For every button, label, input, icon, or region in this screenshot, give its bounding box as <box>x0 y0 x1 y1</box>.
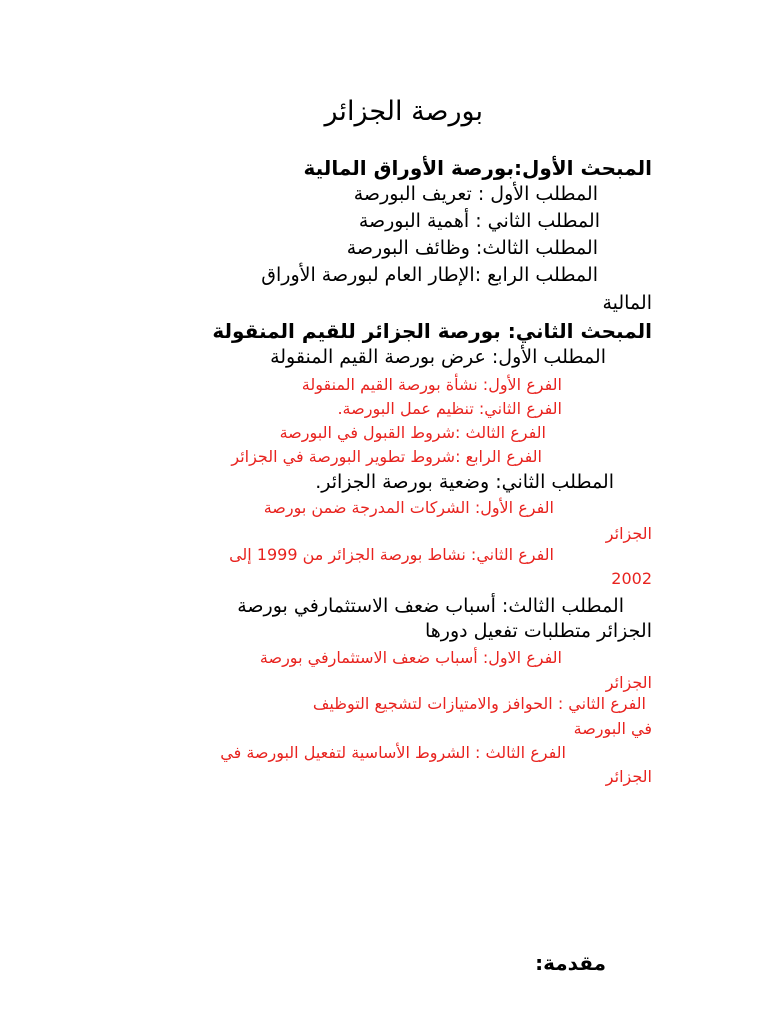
req1-branch-2: الفرع الثاني: تنظيم عمل البورصة. <box>337 399 562 418</box>
section1-item-1: المطلب الأول : تعريف البورصة <box>353 183 598 205</box>
req3-branch-3: الفرع الثالث : الشروط الأساسية لتفعيل البورصة في <box>220 743 566 762</box>
req1-branch-4: الفرع الرابع :شروط تطوير البورصة في الجزائر <box>231 447 542 466</box>
req1-branch-1: الفرع الأول: نشأة بورصة القيم المنقولة <box>301 375 562 394</box>
req3-branch-2: الفرع الثاني : الحوافز والامتيازات لتشجيع التوظيف <box>312 694 646 713</box>
req1-branch-3: الفرع الثالث :شروط القبول في البورصة <box>279 423 546 442</box>
section1-item-2: المطلب الثاني : أهمية البورصة <box>358 210 600 232</box>
section1-heading: المبحث الأول:بورصة الأوراق المالية <box>303 156 652 180</box>
req3-branch-1: الفرع الاول: أسباب ضعف الاستثمارفي بورصة <box>259 648 562 667</box>
req2-branch-1-cont: الجزائر <box>605 524 652 543</box>
req2-branch-2: الفرع الثاني: نشاط بورصة الجزائر من 1999 إلى <box>229 545 554 564</box>
req3-branch-1-cont: الجزائر <box>605 673 652 692</box>
section1-item-4: المطلب الرابع :الإطار العام لبورصة الأوراق <box>261 264 598 286</box>
document-title: بورصة الجزائر <box>324 96 483 127</box>
intro-heading: مقدمة: <box>535 951 606 975</box>
req2-title: المطلب الثاني: وضعية بورصة الجزائر. <box>315 471 614 493</box>
req2-branch-1: الفرع الأول: الشركات المدرجة ضمن بورصة <box>263 498 554 517</box>
req2-branch-2-cont: 2002 <box>611 569 652 588</box>
req3-title: المطلب الثالث: أسباب ضعف الاستثمارفي بورصة <box>237 595 624 617</box>
section1-item-3: المطلب الثالث: وظائف البورصة <box>346 237 598 259</box>
section2-heading: المبحث الثاني: بورصة الجزائر للقيم المنقولة <box>212 319 652 343</box>
req3-branch-2-cont: في البورصة <box>573 719 652 738</box>
req3-branch-3-cont: الجزائر <box>605 767 652 786</box>
section1-item-4-cont: المالية <box>602 292 652 314</box>
req3-title-cont: الجزائر متطلبات تفعيل دورها <box>425 620 652 642</box>
req1-title: المطلب الأول: عرض بورصة القيم المنقولة <box>270 346 606 368</box>
